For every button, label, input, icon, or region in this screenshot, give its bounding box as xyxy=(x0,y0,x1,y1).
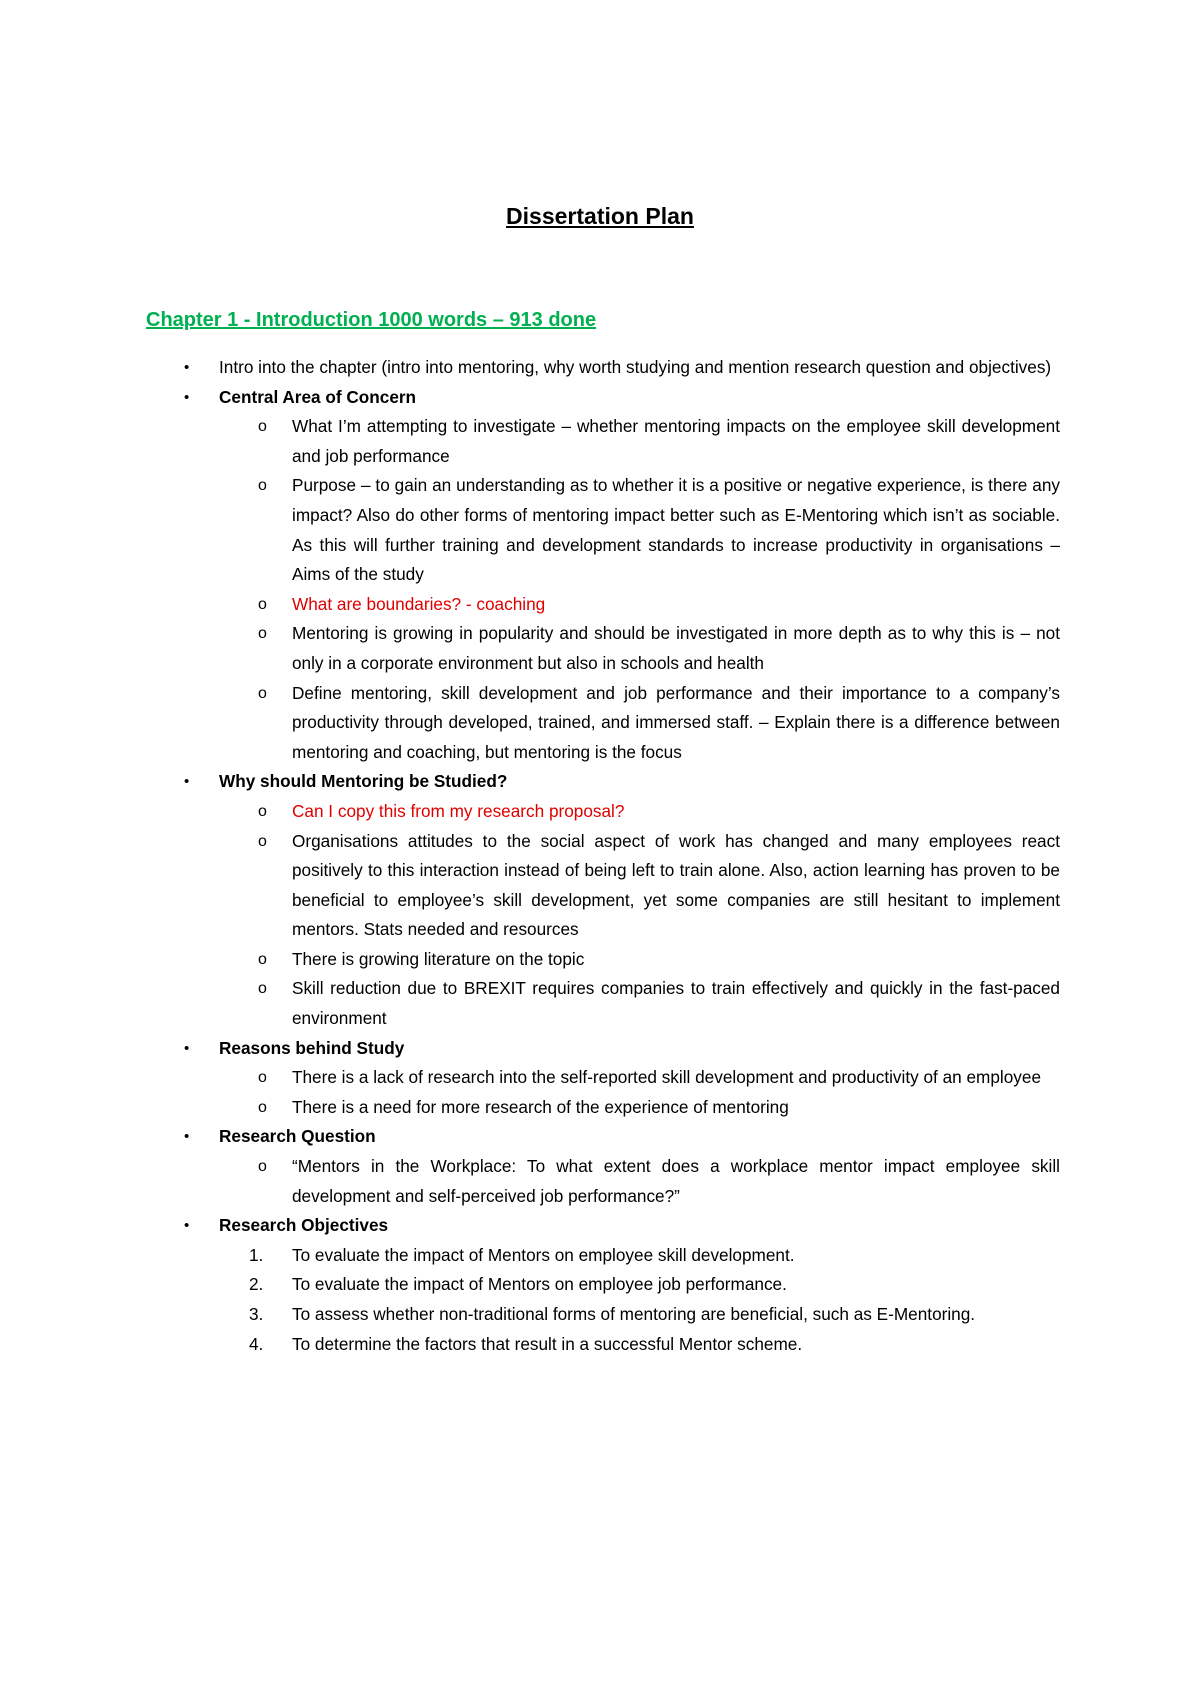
sub-item-text-note: What are boundaries? - coaching xyxy=(292,593,546,614)
sub-item xyxy=(219,974,1060,1033)
document-title: Dissertation Plan xyxy=(506,203,694,229)
sub-item-text-note: Can I copy this from my research proposal? xyxy=(292,800,625,821)
sub-item-text: Define mentoring, skill development and job performance and their importance to a company’s productivity through developed, trained, and immersed staff. – Explain there is a difference between mentoring and coaching, but mentoring is the focus xyxy=(292,682,1060,762)
outline-item-text: Intro into the chapter (intro into mentoring, why worth studying and mention research question and objectives) xyxy=(219,357,1052,377)
circle-bullet-icon: o xyxy=(258,595,267,613)
list-number: 4. xyxy=(249,1333,264,1354)
numbered-item-text: To evaluate the impact of Mentors on employee job performance. xyxy=(292,1274,787,1295)
circle-bullet-icon: o xyxy=(258,832,267,850)
outline-item-heading: Why should Mentoring be Studied? xyxy=(219,771,508,792)
sub-list xyxy=(219,1063,1060,1122)
circle-bullet-icon: o xyxy=(258,1098,267,1116)
sub-item-text: Skill reduction due to BREXIT requires companies to train effectively and quickly in the fast-paced environment xyxy=(292,978,1060,1029)
list-number: 1. xyxy=(249,1244,264,1265)
numbered-item-text: To assess whether non-traditional forms of mentoring are beneficial, such as E-Mentoring. xyxy=(292,1304,976,1324)
numbered-list xyxy=(219,1241,1060,1359)
circle-bullet-icon: o xyxy=(258,802,267,820)
bullet-icon: • xyxy=(184,359,190,376)
numbered-item-text: To determine the factors that result in a successful Mentor scheme. xyxy=(292,1333,803,1354)
bullet-icon: • xyxy=(184,773,190,791)
circle-bullet-icon: o xyxy=(258,684,267,702)
outline-item-intro xyxy=(146,353,1060,383)
outline-item-central-area xyxy=(146,383,1060,768)
circle-bullet-icon: o xyxy=(258,980,267,998)
sub-item xyxy=(219,679,1060,768)
bullet-icon: • xyxy=(184,1217,190,1235)
circle-bullet-icon: o xyxy=(258,950,267,968)
outline-item-heading: Reasons behind Study xyxy=(219,1037,405,1058)
sub-item-text: What I’m attempting to investigate – whether mentoring impacts on the employee skill development and job performance xyxy=(292,416,1060,466)
sub-item xyxy=(219,1093,1060,1123)
sub-item xyxy=(219,1063,1060,1093)
sub-item-text: There is growing literature on the topic xyxy=(292,948,585,969)
sub-item-text: There is a lack of research into the self-reported skill development and productivity of an employee xyxy=(292,1067,1041,1088)
sub-item xyxy=(219,827,1060,945)
circle-bullet-icon: o xyxy=(258,1158,267,1176)
sub-item-text: Organisations attitudes to the social aspect of work has changed and many employees react positively to this interaction instead of being left to train alone. Also, action learning has proven to be beneficial to employee’s skill development, yet some companies are still hesitant to implement mentors. Stats needed and resources xyxy=(292,830,1060,940)
circle-bullet-icon: o xyxy=(258,477,267,495)
bullet-icon: • xyxy=(184,388,190,406)
sub-list xyxy=(219,1152,1060,1211)
numbered-item-text: To evaluate the impact of Mentors on employee skill development. xyxy=(292,1244,795,1265)
list-number: 2. xyxy=(249,1274,264,1295)
bullet-icon: • xyxy=(184,1039,190,1057)
sub-item-text: There is a need for more research of the experience of mentoring xyxy=(292,1096,789,1117)
numbered-item xyxy=(219,1241,1060,1271)
outline-item-heading: Research Objectives xyxy=(219,1215,389,1236)
outline-item-reasons xyxy=(146,1034,1060,1123)
sub-item xyxy=(219,471,1060,589)
circle-bullet-icon: o xyxy=(258,625,267,643)
circle-bullet-icon: o xyxy=(258,1069,267,1087)
sub-item-text: Mentoring is growing in popularity and should be investigated in more depth as to why this is – not only in a corporate environment but also in schools and health xyxy=(292,623,1060,673)
sub-list xyxy=(219,412,1060,767)
sub-item xyxy=(219,945,1060,975)
sub-item-text: Purpose – to gain an understanding as to whether it is a positive or negative experience, is there any impact? Also do other forms of mentoring impact better such as E-Mentoring which isn’t as sociable. As this will further training and development standards to increase productivity in organisations – Aims of the study xyxy=(292,475,1060,585)
circle-bullet-icon: o xyxy=(258,418,267,436)
bullet-icon: • xyxy=(184,1128,190,1146)
sub-item xyxy=(219,412,1060,471)
outline-item-why-studied xyxy=(146,767,1060,1033)
outline-item-research-objectives xyxy=(146,1211,1060,1359)
sub-item-note xyxy=(219,797,1060,827)
sub-item-text: “Mentors in the Workplace: To what extent does a workplace mentor impact employee skill development and self-perceived job performance?” xyxy=(292,1156,1060,1206)
outline-item-research-question xyxy=(146,1122,1060,1211)
numbered-item xyxy=(219,1330,1060,1360)
sub-item xyxy=(219,1152,1060,1211)
list-number: 3. xyxy=(249,1304,264,1324)
outline-item-heading: Research Question xyxy=(219,1126,376,1147)
chapter-heading: Chapter 1 - Introduction 1000 words – 913 done xyxy=(146,309,597,331)
outline-item-heading: Central Area of Concern xyxy=(219,386,417,407)
numbered-item xyxy=(219,1300,1060,1330)
outline-list xyxy=(146,353,1060,1359)
sub-list xyxy=(219,797,1060,1034)
chapter-outline xyxy=(146,353,1060,1359)
sub-item xyxy=(219,619,1060,678)
numbered-item xyxy=(219,1270,1060,1300)
sub-item-note xyxy=(219,590,1060,620)
